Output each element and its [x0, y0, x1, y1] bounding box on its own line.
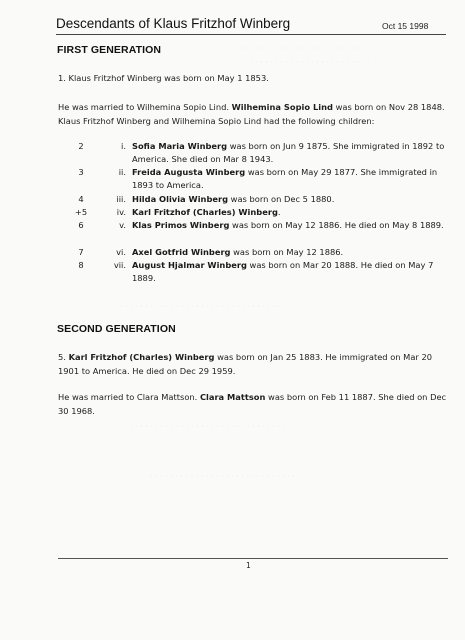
page-number: 1: [246, 561, 251, 570]
child-name: Klas Primos Winberg: [132, 220, 230, 230]
child-name: Freida Augusta Winberg: [132, 167, 246, 177]
bleed-through-text: · · · · · · · · · · · · · · · · · · · · · · · · · · · · · · ·: [130, 422, 286, 431]
child-entry: [0, 193, 465, 206]
first-generation-heading: FIRST GENERATION: [57, 44, 162, 56]
child-details: was born on May 12 1886.: [230, 247, 344, 257]
bleed-through-text: · · · · · · · · · · · · · · · · · · · · · · · · · · · · · · · ·: [120, 302, 281, 311]
child-name: August Hjalmar Winberg: [132, 260, 247, 270]
child-description: [132, 166, 448, 192]
document-date: Oct 15 1998: [382, 21, 429, 31]
child-details: was born on May 29 1877. She immigrated in 1893 to America.: [132, 167, 438, 190]
bleed-through-text: · · · · · · · · · · · · · · · · · · · · · · · ·: [250, 58, 370, 67]
child-details: .: [277, 207, 281, 217]
spouse-name: Wilhemina Sopio Lind: [231, 102, 333, 112]
entry-number: 5.: [58, 352, 69, 362]
marriage-text: He was married to Wilhemina Sopio Lind.: [58, 102, 232, 112]
child-entry: [0, 246, 465, 259]
child-details: was born on Dec 5 1880.: [228, 194, 335, 204]
child-roman-numeral: vi.: [116, 247, 126, 257]
spouse-name: Clara Mattson: [199, 392, 266, 402]
child-number: 7: [78, 247, 84, 257]
child-entry: [0, 140, 465, 166]
marriage-text: was born on Feb 11 1887. She died on Dec 30 1968.: [58, 392, 447, 416]
bleed-through-text: · · · · · · · · · · · · · · · · · · · · · · · · · ·: [240, 44, 370, 53]
child-description: [132, 206, 448, 219]
child-description: [132, 193, 448, 206]
child-roman-numeral: iii.: [116, 194, 126, 204]
child-details: was born on Jun 9 1875. She immigrated in 1892 to America. She died on Mar 8 1943.: [132, 141, 445, 164]
child-description: [132, 246, 448, 259]
child-roman-numeral: iv.: [116, 207, 126, 217]
child-entry: [0, 219, 465, 245]
child-number: 2: [78, 141, 84, 151]
child-roman-numeral: v.: [119, 220, 126, 230]
first-generation-intro: 1. Klaus Fritzhof Winberg was born on May 1 1853.: [58, 73, 269, 83]
child-name: Hilda Olivia Winberg: [132, 194, 229, 204]
marriage-text: He was married to Clara Mattson.: [58, 392, 200, 402]
child-description: [132, 140, 448, 166]
second-generation-heading: SECOND GENERATION: [57, 323, 176, 335]
bleed-through-text: · · · · · · · · · · · · · · · · · · · · · · · · · · · · ·: [150, 472, 295, 481]
child-description: [132, 219, 448, 232]
child-number: 3: [78, 167, 84, 177]
footer-divider: [58, 558, 448, 559]
child-description: [132, 259, 448, 285]
child-roman-numeral: i.: [121, 141, 126, 151]
child-number: 4: [78, 194, 84, 204]
second-generation-marriage: [58, 390, 448, 418]
person-name: Karl Fritzhof (Charles) Winberg: [68, 352, 215, 362]
marriage-text: was born on Nov 28 1848. Klaus Fritzhof Winberg and Wilhemina Sopio Lind had the following children:: [58, 102, 445, 126]
child-number: 6: [78, 220, 84, 230]
document-title: Descendants of Klaus Fritzhof Winberg: [56, 16, 291, 31]
child-number: 8: [78, 260, 84, 270]
second-generation-intro: [58, 350, 448, 378]
child-roman-numeral: vii.: [113, 260, 126, 270]
child-name: Karl Fritzhof (Charles) Winberg: [132, 207, 278, 217]
child-entry: [0, 259, 465, 285]
child-details: was born on May 12 1886. He died on May 8 1889.: [229, 220, 444, 230]
child-entry: [0, 166, 465, 192]
child-number: +5: [74, 207, 88, 217]
child-entry: [0, 206, 465, 219]
first-generation-marriage: [58, 100, 448, 128]
child-name: Sofia Maria Winberg: [132, 141, 228, 151]
person-details: was born on Jan 25 1883. He immigrated on Mar 20 1901 to America. He died on Dec 29 1959.: [58, 352, 433, 376]
child-name: Axel Gotfrid Winberg: [132, 247, 231, 257]
header-divider: [56, 34, 446, 35]
child-roman-numeral: ii.: [118, 167, 126, 177]
child-details: was born on Mar 20 1888. He died on May 7 1889.: [132, 260, 434, 283]
